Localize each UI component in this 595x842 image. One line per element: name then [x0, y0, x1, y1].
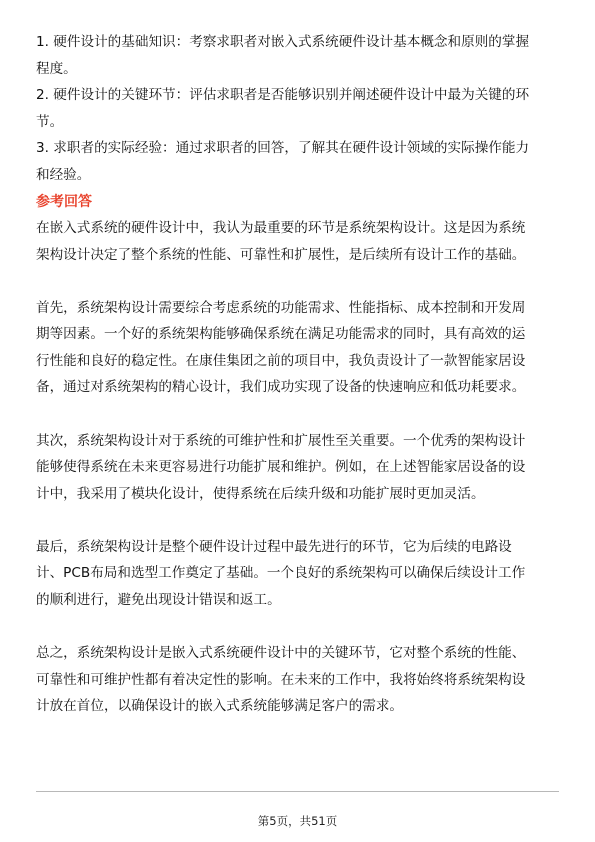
- answer-paragraph: [36, 534, 560, 614]
- answer-paragraph: [36, 295, 560, 401]
- criterion-item: [36, 135, 560, 188]
- answer-paragraph: [36, 640, 560, 720]
- text-line: 3. 求职者的实际经验：通过求职者的回答，了解其在硬件设计领域的实际操作能力: [36, 140, 530, 156]
- text-line: 计中，我采用了模块化设计，使得系统在后续升级和功能扩展时更加灵活。: [36, 485, 485, 502]
- answer-heading: 参考回答: [36, 194, 92, 210]
- text-line: 计、PCB布局和选型工作奠定了基础。一个良好的系统架构可以确保后续设计工作: [36, 565, 526, 582]
- answer-paragraph: [36, 215, 560, 268]
- paragraph-gap: [36, 268, 560, 295]
- evaluation-criteria: [36, 29, 560, 188]
- paragraph-gap: [36, 507, 560, 534]
- text-line: 1. 硬件设计的基础知识：考察求职者对嵌入式系统硬件设计基本概念和原则的掌握: [36, 34, 530, 50]
- text-line: 期等因素。一个好的系统架构能够确保系统在满足功能需求的同时，具有高效的运: [36, 326, 526, 343]
- text-line: 和经验。: [36, 166, 91, 183]
- text-line: 其次，系统架构设计对于系统的可维护性和扩展性至关重要。一个优秀的架构设计: [36, 432, 526, 449]
- text-line: 能够使得系统在未来更容易进行功能扩展和维护。例如，在上述智能家居设备的设: [36, 459, 526, 476]
- text-line: 程度。: [36, 60, 77, 77]
- text-line: 的顺利进行，避免出现设计错误和返工。: [36, 591, 281, 608]
- text-line: 可靠性和可维护性都有着决定性的影响。在未来的工作中，我将始终将系统架构设: [36, 671, 526, 688]
- paragraph-gap: [36, 613, 560, 640]
- text-line: 节。: [36, 113, 64, 130]
- page-number: 第5页，共51页: [257, 814, 338, 828]
- answer-paragraph: [36, 428, 560, 508]
- paragraph-gap: [36, 401, 560, 428]
- text-line: 首先，系统架构设计需要综合考虑系统的功能需求、性能指标、成本控制和开发周: [36, 299, 526, 316]
- criterion-item: [36, 29, 560, 82]
- text-line: 计放在首位，以确保设计的嵌入式系统能够满足客户的需求。: [36, 698, 404, 715]
- document-page: [36, 29, 560, 720]
- criterion-item: [36, 82, 560, 135]
- text-line: 在嵌入式系统的硬件设计中，我认为最重要的环节是系统架构设计。这是因为系统: [36, 220, 526, 236]
- text-line: 总之，系统架构设计是嵌入式系统硬件设计中的关键环节，它对整个系统的性能、: [36, 645, 526, 662]
- text-line: 架构设计决定了整个系统的性能、可靠性和扩展性，是后续所有设计工作的基础。: [36, 246, 526, 263]
- footer-divider: [36, 791, 559, 792]
- text-line: 2. 硬件设计的关键环节：评估求职者是否能够识别并阐述硬件设计中最为关键的环: [36, 87, 530, 103]
- text-line: 行性能和良好的稳定性。在康佳集团之前的项目中，我负责设计了一款智能家居设: [36, 352, 526, 369]
- text-line: 备，通过对系统架构的精心设计，我们成功实现了设备的快速响应和低功耗要求。: [36, 379, 526, 396]
- answer-body: [36, 215, 560, 720]
- text-line: 最后，系统架构设计是整个硬件设计过程中最先进行的环节，它为后续的电路设: [36, 538, 512, 555]
